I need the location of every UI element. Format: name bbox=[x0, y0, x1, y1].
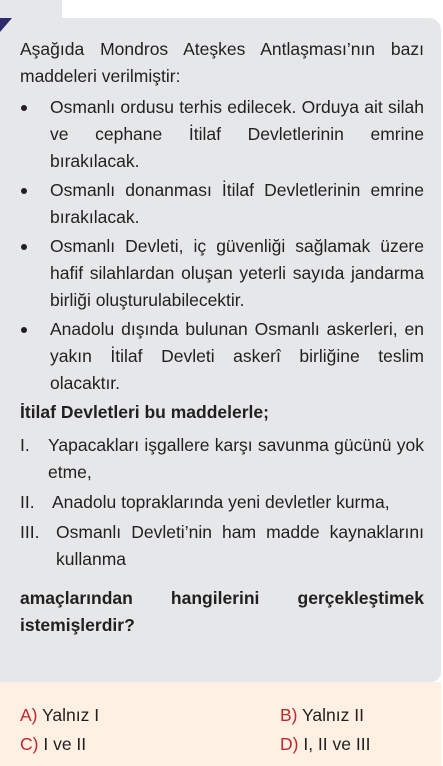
question-content bbox=[20, 36, 424, 639]
article-item bbox=[20, 94, 424, 175]
answer-text: Yalnız I bbox=[42, 705, 100, 725]
answer-options bbox=[0, 682, 441, 766]
answer-letter: D) bbox=[280, 734, 299, 754]
statement-item bbox=[20, 432, 424, 486]
answer-text: I, II ve III bbox=[303, 734, 371, 754]
answer-option-d[interactable] bbox=[280, 733, 370, 755]
statement-number: III. bbox=[20, 522, 40, 542]
article-text: Osmanlı Devleti, iç güvenliği sağlamak üzere hafif silahlardan oluşan yeterli sayıda jandarma birliği oluşturulabilecektir. bbox=[50, 236, 424, 310]
answer-letter: A) bbox=[20, 705, 38, 725]
answer-option-c[interactable] bbox=[20, 733, 86, 755]
article-text: Osmanlı donanması İtilaf Devletlerinin emrine bırakılacak. bbox=[50, 180, 424, 227]
question-intro: Aşağıda Mondros Ateşkes Antlaşması’nın bazı maddeleri verilmiştir: bbox=[20, 39, 424, 86]
answer-letter: C) bbox=[20, 734, 39, 754]
answer-option-a[interactable] bbox=[20, 704, 99, 726]
answer-option-b[interactable] bbox=[280, 704, 364, 726]
statement-text: Yapacakları işgallere karşı savunma gücünü yok etme, bbox=[48, 435, 424, 482]
statement-number: II. bbox=[20, 492, 35, 512]
article-item bbox=[20, 177, 424, 231]
article-item bbox=[20, 233, 424, 314]
answer-text: I ve II bbox=[43, 734, 87, 754]
question-prompt: amaçlarından hangilerini gerçekleştimek istemişlerdir? bbox=[20, 588, 424, 635]
statement-number: I. bbox=[20, 435, 30, 455]
answer-text: Yalnız II bbox=[302, 705, 364, 725]
bullet-icon bbox=[21, 188, 27, 194]
armistice-articles-list bbox=[20, 94, 424, 397]
statement-item bbox=[20, 489, 424, 516]
article-text: Osmanlı ordusu terhis edilecek. Orduya ait silah ve cephane İtilaf Devletlerinin emrine bırakılacak. bbox=[50, 97, 424, 171]
statements-list bbox=[20, 432, 424, 573]
statement-text: Osmanlı Devleti’nin ham madde kaynaklarını kullanma bbox=[56, 522, 424, 569]
answer-letter: B) bbox=[280, 705, 298, 725]
bullet-icon bbox=[21, 244, 27, 250]
card-tab bbox=[0, 0, 62, 18]
article-text: Anadolu dışında bulunan Osmanlı askerleri, en yakın İtilaf Devleti askerî birliğine teslim olacaktır. bbox=[50, 319, 424, 393]
corner-mark bbox=[0, 18, 12, 32]
statement-item bbox=[20, 519, 424, 573]
bullet-icon bbox=[21, 327, 27, 333]
article-item bbox=[20, 316, 424, 397]
bullet-icon bbox=[21, 105, 27, 111]
statement-text: Anadolu topraklarında yeni devletler kurma, bbox=[52, 492, 390, 512]
statements-lead: İtilaf Devletleri bu maddelerle; bbox=[20, 402, 269, 422]
